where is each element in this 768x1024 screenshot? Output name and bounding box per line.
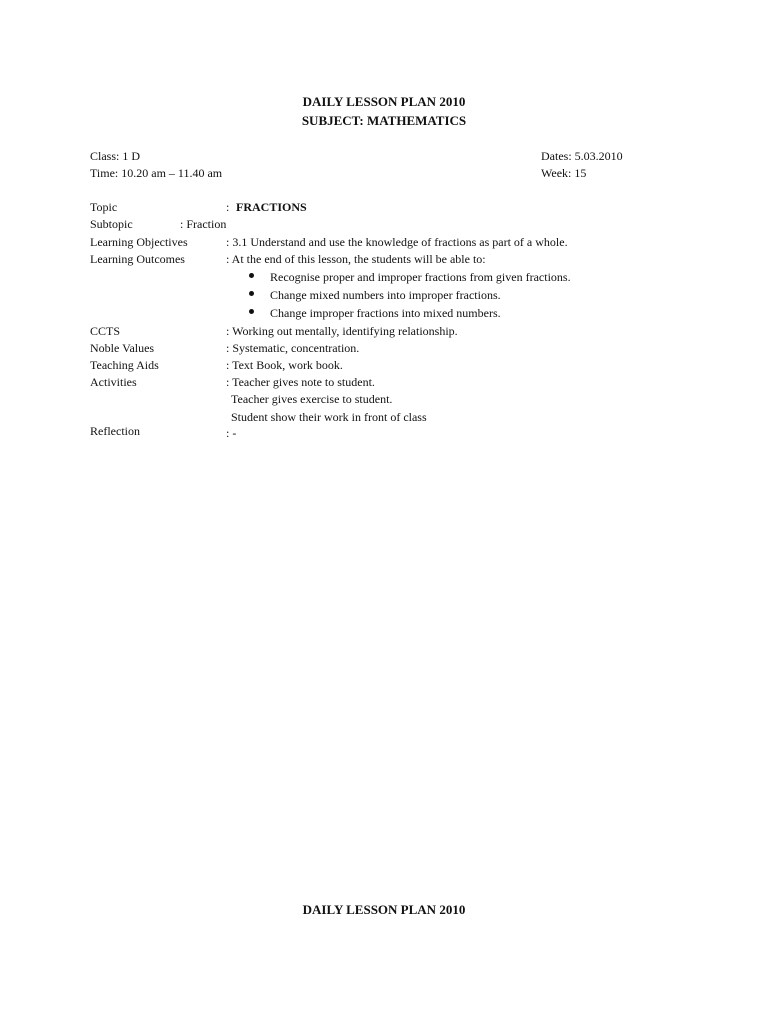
subject-heading: SUBJECT: MATHEMATICS	[301, 113, 467, 128]
bullet-icon	[249, 309, 254, 314]
outcome-item: Change mixed numbers into improper fractions.	[270, 288, 501, 302]
bullet-icon	[249, 273, 254, 278]
outcome-item: Change improper fractions into mixed numbers.	[270, 306, 501, 320]
outcomes-label: Learning Outcomes	[90, 252, 185, 266]
activity-line: Teacher gives exercise to student.	[231, 392, 393, 406]
ccts-value: : Working out mentally, identifying relationship.	[226, 324, 458, 338]
outcome-item: Recognise proper and improper fractions from given fractions.	[270, 270, 571, 284]
outcomes-value: : At the end of this lesson, the students will be able to:	[226, 252, 486, 266]
subtopic-value: : Fraction	[180, 217, 227, 231]
class-text: Class: 1 D	[90, 149, 141, 163]
week-text: Week: 15	[541, 166, 587, 180]
noble-values-label: Noble Values	[90, 341, 155, 355]
activities-label: Activities	[90, 375, 137, 389]
topic-separator: :	[226, 200, 230, 214]
reflection-value: : -	[226, 426, 237, 440]
objectives-label: Learning Objectives	[90, 235, 188, 249]
subtopic-label: Subtopic	[90, 217, 133, 231]
topic-label: Topic	[90, 200, 118, 214]
footer-title: DAILY LESSON PLAN 2010	[302, 902, 466, 917]
bullet-icon	[249, 291, 254, 296]
activity-line: Student show their work in front of class	[231, 410, 427, 424]
objectives-value: : 3.1 Understand and use the knowledge of fractions as part of a whole.	[226, 235, 568, 249]
time-text: Time: 10.20 am – 11.40 am	[90, 166, 223, 180]
page-title: DAILY LESSON PLAN 2010	[302, 94, 466, 109]
dates-text: Dates: 5.03.2010	[541, 149, 623, 163]
topic-value: FRACTIONS	[236, 200, 307, 214]
reflection-label: Reflection	[90, 424, 140, 438]
ccts-label: CCTS	[90, 324, 121, 338]
teaching-aids-value: : Text Book, work book.	[226, 358, 343, 372]
noble-values-value: : Systematic, concentration.	[226, 341, 360, 355]
activity-line: : Teacher gives note to student.	[226, 375, 375, 389]
teaching-aids-label: Teaching Aids	[90, 358, 159, 372]
